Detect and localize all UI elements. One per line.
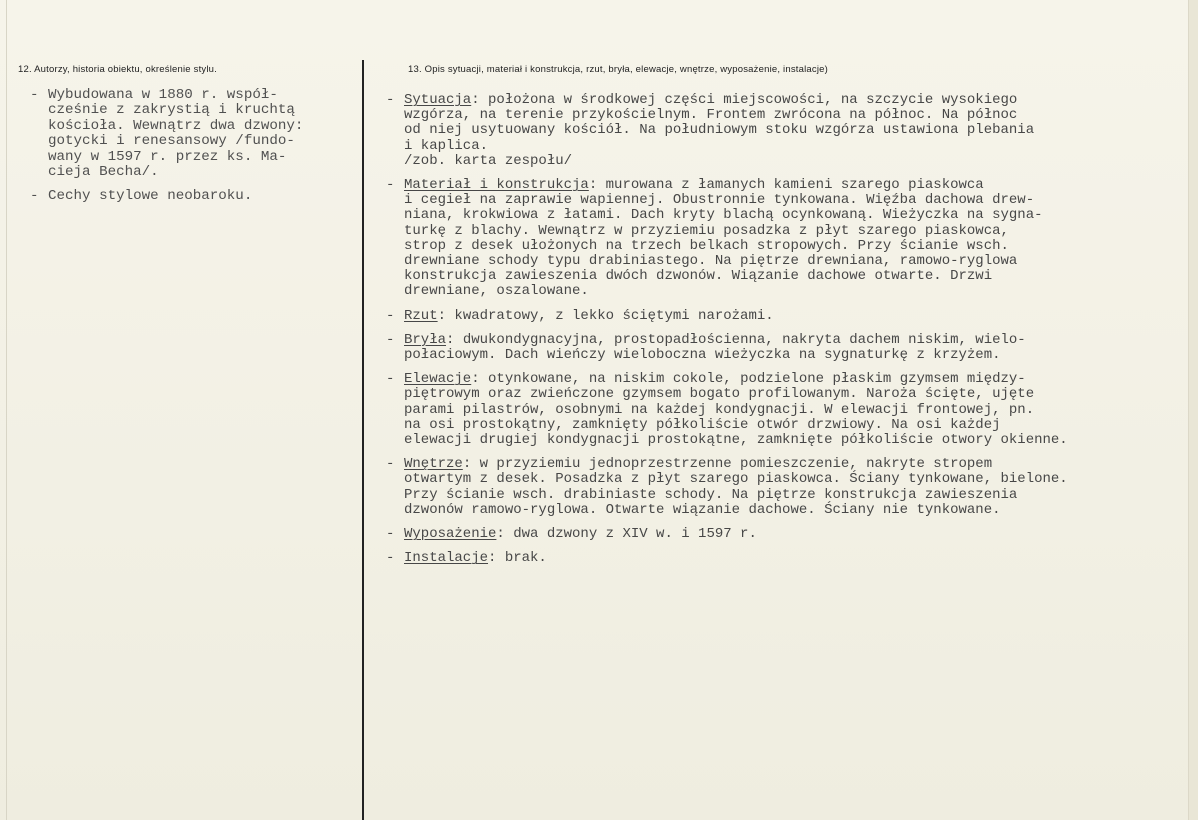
text-line: Cechy stylowe neobaroku. — [48, 188, 253, 205]
bullet-dash: - — [386, 307, 395, 324]
section-wyposazenie — [386, 527, 1186, 542]
text-line: kościoła. Wewnątrz dwa dzwony: — [48, 117, 304, 134]
section-body — [404, 457, 1186, 518]
section-wnetrze — [386, 457, 1186, 518]
bullet-dash: - — [386, 550, 395, 567]
text-line: : dwukondygnacyjna, prostopadłościenna, nakryta dachem niskim, wielo- — [446, 331, 1026, 348]
text-line: drewniane schody typu drabiniastego. Na piętrze drewniana, ramowo-ryglowa — [404, 253, 1018, 270]
text-line: Przy ścianie wsch. drabiniaste schody. Na piętrze konstrukcja zawieszenia — [404, 486, 1018, 503]
text-line: otwartym z desek. Posadzka z płyt szarego piaskowca. Ściany tynkowane, bielone. — [404, 471, 1068, 488]
first-line — [404, 333, 1186, 348]
bullet-dash: - — [386, 456, 395, 473]
history-item — [30, 88, 350, 180]
bullet-dash: - — [386, 92, 395, 108]
text-line: : w przyziemiu jednoprzestrzenne pomieszczenie, nakryte stropem — [462, 456, 993, 473]
first-line — [404, 551, 1186, 566]
text-line: parami pilastrów, osobnymi na każdej kondygnacji. W elewacji frontowej, pn. — [404, 401, 1035, 418]
section-elewacje — [386, 372, 1186, 448]
text-line: : położona w środkowej części miejscowości, na szczycie wysokiego — [471, 92, 1018, 108]
section-body — [404, 309, 1186, 324]
text-line: dzwonów ramowo-ryglowa. Otwarte wiązanie dachowe. Ściany nie tynkowane. — [404, 501, 1001, 518]
left-column-header: 12. Autorzy, historia obiektu, określenie stylu. — [18, 64, 217, 75]
bullet-dash: - — [30, 87, 39, 103]
text-line: : murowana z łamanych kamieni szarego piaskowca — [588, 177, 984, 194]
text-line: strop z desek ułożonych na trzech belkach stropowych. Przy ścianie wsch. — [404, 237, 1009, 254]
first-line — [404, 93, 1186, 108]
text-line: wzgórza, na terenie przykościelnym. Frontem zwrócona na północ. Na północ — [404, 107, 1018, 124]
section-label: Elewacje — [404, 371, 472, 388]
bullet-dash: - — [386, 526, 395, 543]
section-bryla — [386, 333, 1186, 363]
sheet-right-edge — [1188, 0, 1198, 820]
bullet-dash: - — [386, 371, 395, 388]
text-line: : otynkowane, na niskim cokole, podzielone płaskim gzymsem między- — [471, 371, 1026, 388]
text-line: : kwadratowy, z lekko ściętymi narożami. — [437, 307, 774, 324]
section-body — [404, 527, 1186, 542]
text-line: cieja Becha/. — [48, 164, 159, 181]
text-line: konstrukcja zawieszenia dwóch dzwonów. Wiązanie dachowe otwarte. Drzwi — [404, 268, 993, 285]
style-text — [48, 189, 350, 204]
text-line: turkę z blachy. Wewnątrz w przyziemiu posadzka z płyt szarego piaskowca, — [404, 222, 1009, 239]
text-line: /zob. karta zespołu/ — [404, 152, 573, 169]
text-line: połaciowym. Dach wieńczy wieloboczna wieżyczka na sygnaturkę z krzyżem. — [404, 347, 1001, 364]
text-line: : brak. — [488, 550, 547, 567]
bullet-dash: - — [386, 177, 395, 194]
section-body — [404, 333, 1186, 363]
first-line — [404, 527, 1186, 542]
text-line: piętrowym oraz zwieńczone gzymsem bogato profilowanym. Naroża ścięte, ujęte — [404, 386, 1035, 403]
style-item — [30, 189, 350, 204]
first-line — [404, 372, 1186, 387]
section-body — [404, 372, 1186, 448]
text-line: na osi prostokątny, zamknięty półkoliście otwór drzwiowy. Na osi każdej — [404, 416, 1001, 433]
section-label: Materiał i konstrukcja — [404, 177, 589, 194]
text-line: wany w 1597 r. przez ks. Ma- — [48, 148, 287, 165]
right-column — [386, 93, 1186, 575]
sheet-left-edge — [6, 0, 7, 820]
section-body — [404, 551, 1186, 566]
section-sytuacja — [386, 93, 1186, 169]
text-line: cześnie z zakrystią i kruchtą — [48, 102, 295, 119]
section-label: Bryła — [404, 331, 447, 348]
text-line: gotycki i renesansowy /fundo- — [48, 133, 295, 150]
history-text — [48, 88, 350, 180]
section-body — [404, 178, 1186, 300]
text-line: i cegieł na zaprawie wapiennej. Obustronnie tynkowana. Więźba dachowa drew- — [404, 192, 1035, 209]
bullet-dash: - — [30, 188, 39, 205]
section-label: Rzut — [404, 307, 438, 324]
section-label: Wyposażenie — [404, 526, 497, 543]
bullet-dash: - — [386, 331, 395, 348]
text-line: : dwa dzwony z XIV w. i 1597 r. — [496, 526, 757, 543]
section-instalacje — [386, 551, 1186, 566]
text-line: niana, krokwiowa z łatami. Dach kryty blachą ocynkowaną. Wieżyczka na sygna- — [404, 207, 1043, 224]
section-label: Sytuacja — [404, 92, 472, 108]
first-line — [404, 309, 1186, 324]
text-line: i kaplica. — [404, 137, 489, 154]
column-divider — [362, 60, 364, 820]
section-body — [404, 93, 1186, 169]
text-line: Wybudowana w 1880 r. współ- — [48, 87, 278, 103]
section-material — [386, 178, 1186, 300]
section-label: Instalacje — [404, 550, 489, 567]
text-line: od niej usytuowany kościół. Na południowym stoku wzgórza ustawiona plebania — [404, 122, 1035, 139]
first-line — [404, 178, 1186, 193]
left-column — [30, 88, 350, 214]
section-label: Wnętrze — [404, 456, 463, 473]
right-column-header: 13. Opis sytuacji, materiał i konstrukcja, rzut, bryła, elewacje, wnętrze, wyposażenie, instalacje) — [408, 64, 829, 75]
text-line: elewacji drugiej kondygnacji prostokątne, zamknięte półkoliście otwory okienne. — [404, 432, 1068, 449]
section-rzut — [386, 309, 1186, 324]
text-line: drewniane, oszalowane. — [404, 283, 589, 300]
